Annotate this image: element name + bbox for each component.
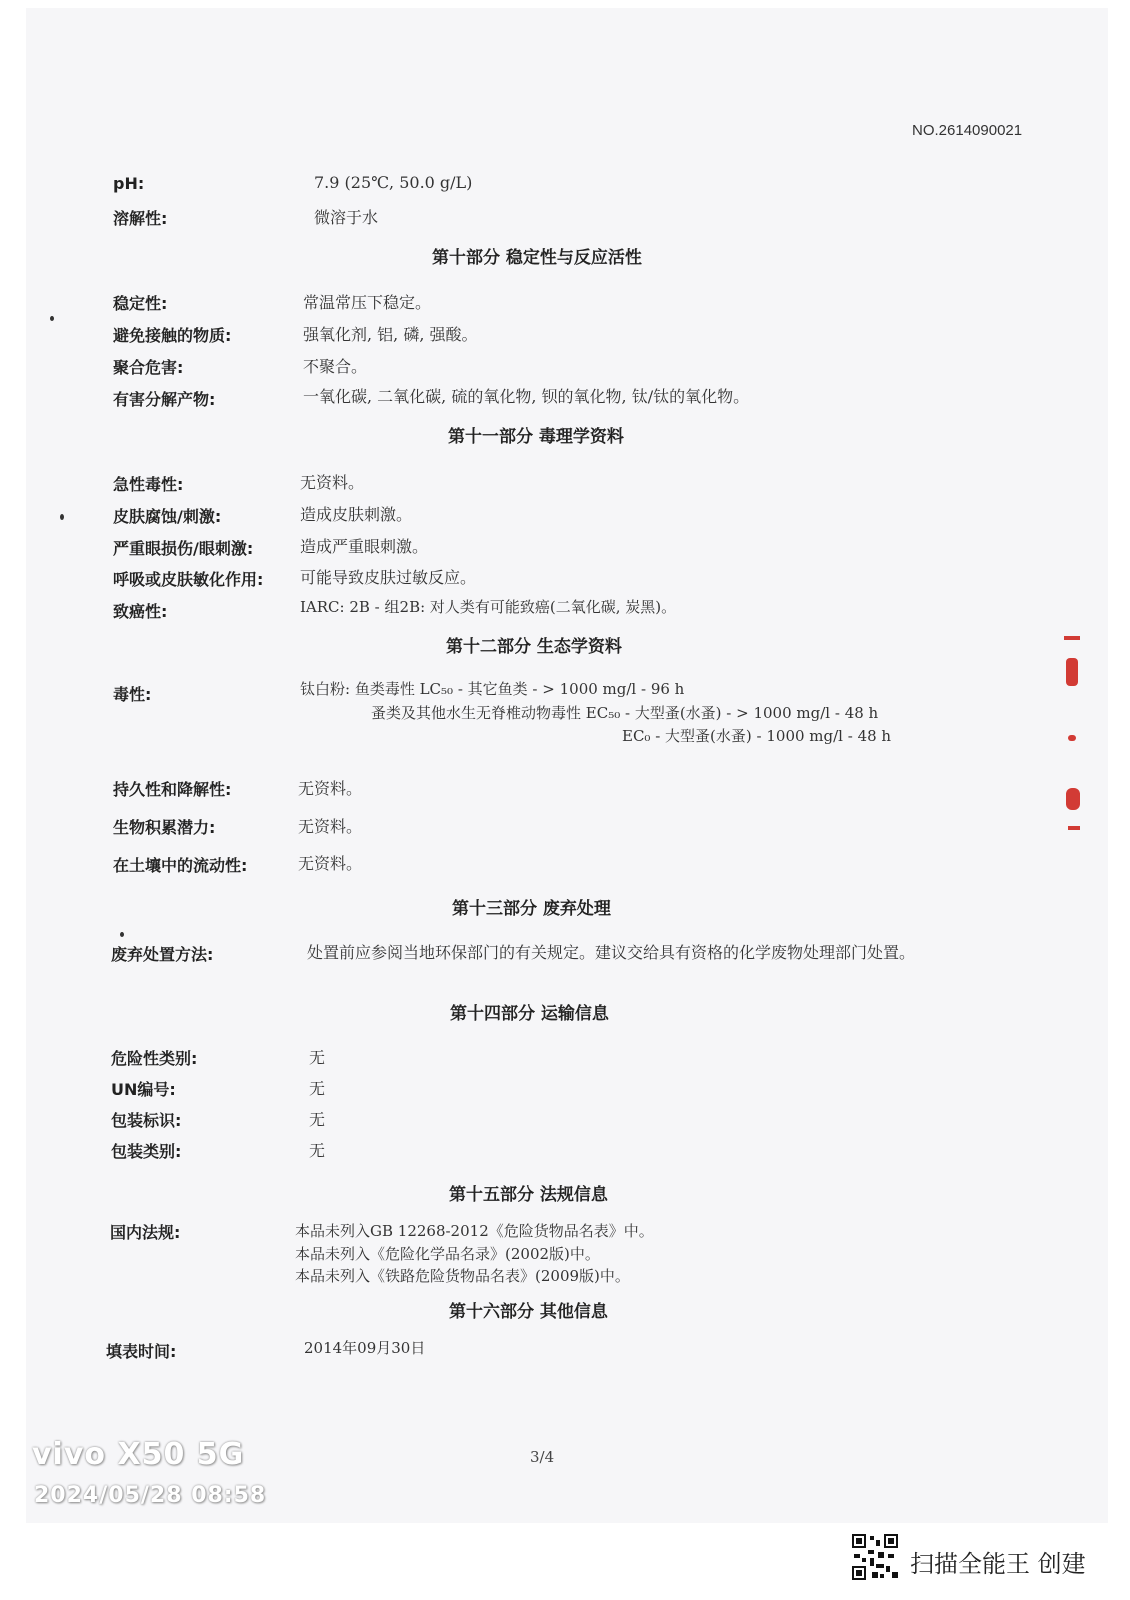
- skin-corrosion-value: 造成皮肤刺激。: [300, 505, 413, 524]
- package-group-label: 包装类别:: [111, 1142, 182, 1161]
- persistence-label: 持久性和降解性:: [113, 780, 232, 799]
- toxicity-label: 毒性:: [113, 685, 152, 704]
- stamp-fragment: [1066, 658, 1078, 686]
- toxicity-line-3: EC₀ - 大型蚤(水蚤) - 1000 mg/l - 48 h: [622, 727, 892, 745]
- acute-toxicity-value: 无资料。: [300, 473, 365, 492]
- paper-sheet: [26, 8, 1108, 1523]
- stability-label: 稳定性:: [113, 294, 168, 313]
- package-group-value: 无: [309, 1141, 326, 1160]
- acute-toxicity-label: 急性毒性:: [113, 475, 184, 494]
- section-11-title: 第十一部分 毒理学资料: [448, 427, 624, 447]
- section-15-title: 第十五部分 法规信息: [449, 1185, 608, 1205]
- decomposition-label: 有害分解产物:: [113, 390, 216, 409]
- ph-value: 7.9 (25℃, 50.0 g/L): [314, 173, 473, 192]
- camera-timestamp-watermark: 2024/05/28 08:58: [34, 1483, 267, 1508]
- section-10-title: 第十部分 稳定性与反应活性: [432, 248, 642, 268]
- carcinogenicity-value: IARC: 2B - 组2B: 对人类有可能致癌(二氧化碳, 炭黑)。: [300, 598, 677, 616]
- disposal-label: 废弃处置方法:: [111, 945, 214, 964]
- ph-label: pH:: [113, 174, 145, 193]
- polymerization-label: 聚合危害:: [113, 358, 184, 377]
- fill-date-value: 2014年09月30日: [304, 1339, 426, 1357]
- persistence-value: 无资料。: [298, 779, 363, 798]
- skin-corrosion-label: 皮肤腐蚀/刺激:: [113, 507, 222, 526]
- bioaccumulation-value: 无资料。: [298, 817, 363, 836]
- fill-date-label: 填表时间:: [106, 1342, 177, 1361]
- decomposition-value: 一氧化碳, 二氧化碳, 硫的氧化物, 钡的氧化物, 钛/钛的氧化物。: [303, 387, 750, 406]
- toxicity-line-2: 蚤类及其他水生无脊椎动物毒性 EC₅₀ - 大型蚤(水蚤) - > 1000 mg/l - 48 h: [371, 704, 879, 722]
- incompatible-label: 避免接触的物质:: [113, 326, 232, 345]
- bioaccumulation-label: 生物积累潜力:: [113, 818, 216, 837]
- punch-mark: [120, 932, 124, 937]
- stamp-fragment: [1068, 735, 1076, 741]
- stamp-fragment: [1064, 636, 1080, 640]
- solubility-label: 溶解性:: [113, 209, 168, 228]
- solubility-value: 微溶于水: [314, 208, 379, 227]
- section-14-title: 第十四部分 运输信息: [450, 1004, 609, 1024]
- section-13-title: 第十三部分 废弃处理: [452, 899, 611, 919]
- regulation-line-1: 本品未列入GB 12268-2012《危险货物品名表》中。: [295, 1222, 654, 1240]
- un-number-label: UN编号:: [111, 1080, 176, 1099]
- toxicity-line-1: 钛白粉: 鱼类毒性 LC₅₀ - 其它鱼类 - > 1000 mg/l - 96 h: [300, 680, 685, 698]
- disposal-value: 处置前应参阅当地环保部门的有关规定。建议交给具有资格的化学废物处理部门处置。: [307, 943, 916, 962]
- eye-damage-label: 严重眼损伤/眼刺激:: [113, 539, 254, 558]
- qr-code-icon: [850, 1532, 900, 1582]
- regulation-line-2: 本品未列入《危险化学品名录》(2002版)中。: [295, 1245, 600, 1263]
- section-16-title: 第十六部分 其他信息: [449, 1302, 608, 1322]
- carcinogenicity-label: 致癌性:: [113, 602, 168, 621]
- hazard-class-value: 无: [309, 1048, 326, 1067]
- soil-mobility-label: 在土壤中的流动性:: [113, 856, 248, 875]
- sensitization-label: 呼吸或皮肤敏化作用:: [113, 570, 264, 589]
- punch-mark: [50, 316, 54, 321]
- hazard-class-label: 危险性类别:: [111, 1049, 198, 1068]
- polymerization-value: 不聚合。: [303, 357, 368, 376]
- scanner-branding: [850, 1532, 1110, 1586]
- punch-mark: [60, 514, 64, 520]
- package-mark-value: 无: [309, 1110, 326, 1129]
- stability-value: 常温常压下稳定。: [303, 293, 432, 312]
- domestic-regulation-label: 国内法规:: [110, 1223, 181, 1242]
- document-number: NO.2614090021: [912, 122, 1023, 139]
- stamp-fragment: [1066, 788, 1080, 810]
- regulation-line-3: 本品未列入《铁路危险货物品名表》(2009版)中。: [295, 1267, 630, 1285]
- page-number: 3/4: [530, 1448, 555, 1466]
- camera-model-watermark: vivo X50 5G: [32, 1437, 245, 1472]
- stamp-fragment: [1068, 826, 1080, 830]
- un-number-value: 无: [309, 1079, 326, 1098]
- incompatible-value: 强氧化剂, 铝, 磷, 强酸。: [303, 325, 478, 344]
- package-mark-label: 包装标识:: [111, 1111, 182, 1130]
- eye-damage-value: 造成严重眼刺激。: [300, 537, 429, 556]
- scanner-app-text: 扫描全能王 创建: [910, 1550, 1086, 1578]
- soil-mobility-value: 无资料。: [298, 854, 363, 873]
- sensitization-value: 可能导致皮肤过敏反应。: [300, 568, 477, 587]
- section-12-title: 第十二部分 生态学资料: [446, 637, 622, 657]
